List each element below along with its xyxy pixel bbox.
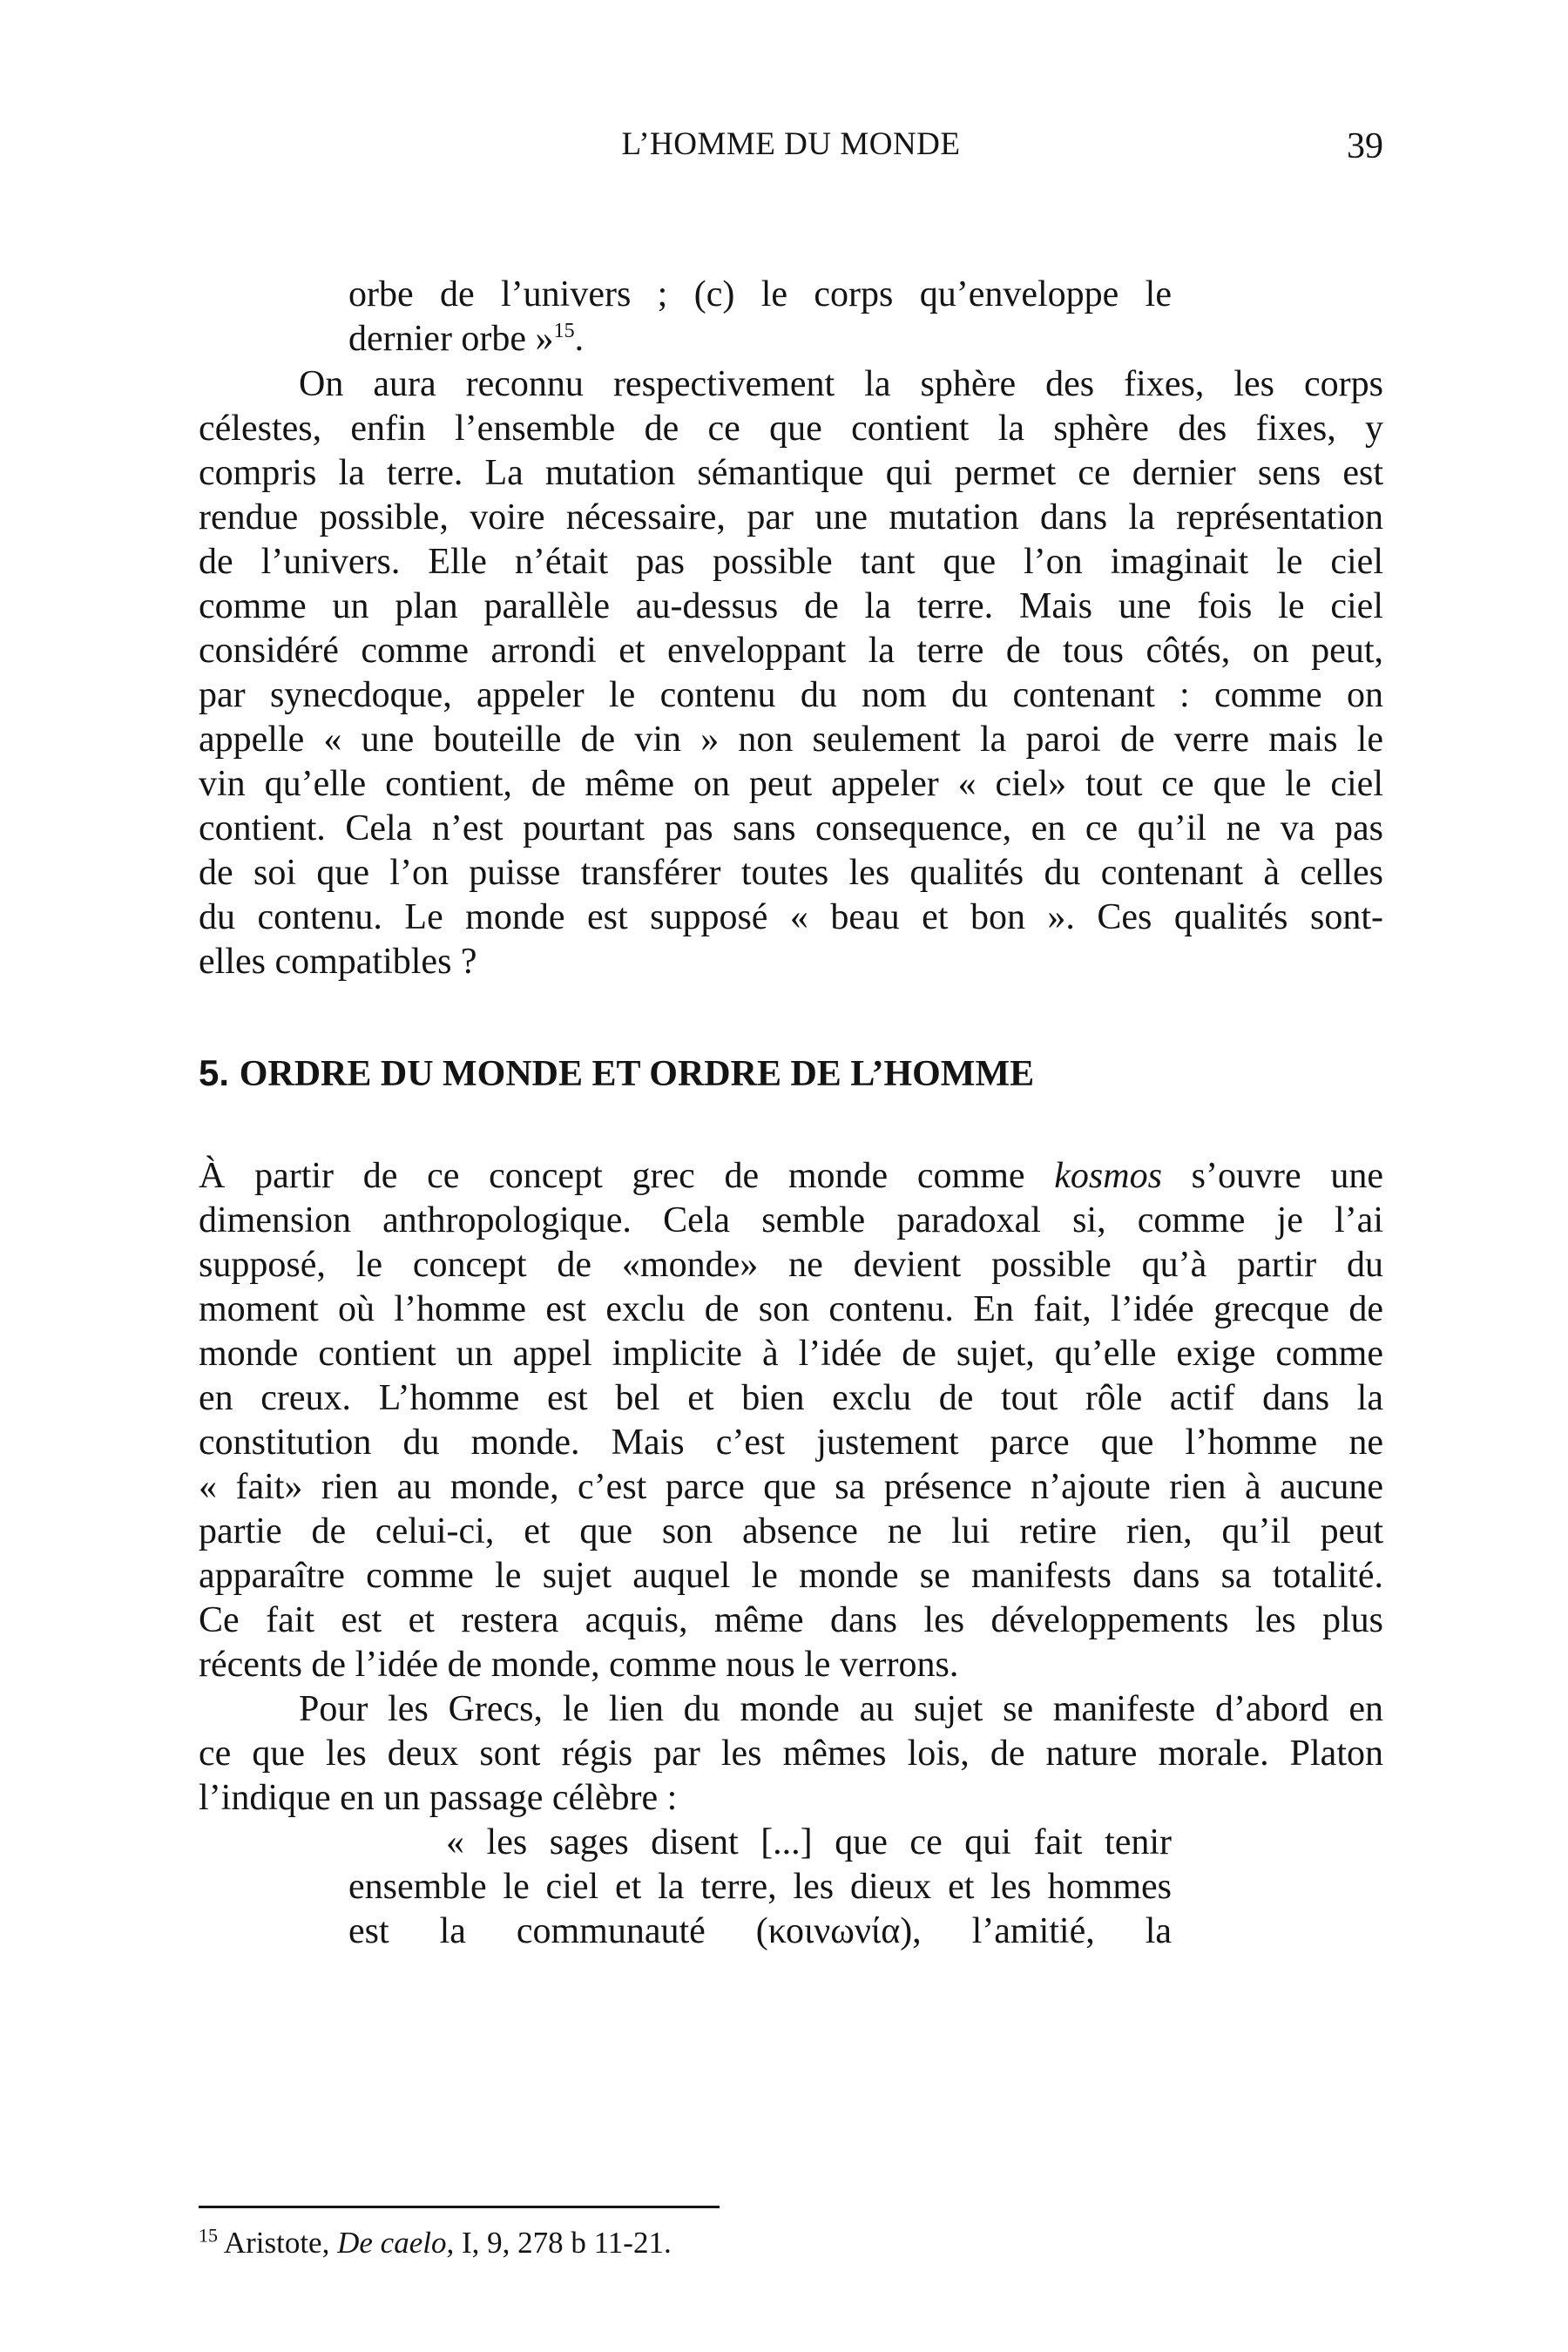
paragraph-1 xyxy=(199,362,1383,984)
footnote xyxy=(199,2226,672,2261)
text-line: l’indique en un passage célèbre : xyxy=(199,1778,678,1818)
footnote-number: 15 xyxy=(199,2224,218,2247)
text-line: On aura reconnu respectivement la sphère des fixes, les corps xyxy=(299,364,1383,404)
text-line: compris la terre. La mutation sémantique qui permet ce dernier sens est xyxy=(199,453,1383,493)
footnote-divider xyxy=(199,2206,720,2208)
text-line: vin qu’elle contient, de même on peut appeler « ciel» tout ce que le ciel xyxy=(199,764,1383,804)
running-head xyxy=(199,125,1383,169)
text-line: constitution du monde. Mais c’est justement parce que l’homme ne xyxy=(199,1423,1383,1463)
text-line: appelle « une bouteille de vin » non seulement la paroi de verre mais le xyxy=(199,720,1383,760)
section-title: ORDRE DU MONDE ET ORDRE DE L’HOMME xyxy=(239,1054,1035,1094)
text-line: comme un plan parallèle au-dessus de la terre. Mais une fois le ciel xyxy=(199,586,1383,626)
page-number: 39 xyxy=(1347,126,1383,166)
text-line: célestes, enfin l’ensemble de ce que contient la sphère des fixes, y xyxy=(199,409,1383,449)
text-line: ce que les deux sont régis par les mêmes lois, de nature morale. Platon xyxy=(199,1734,1383,1774)
running-title: L’HOMME DU MONDE xyxy=(621,126,961,162)
continued-quote-line xyxy=(348,317,1172,362)
text-line: moment où l’homme est exclu de son contenu. En fait, l’idée grecque de xyxy=(199,1289,1383,1329)
text-line: de l’univers. Elle n’était pas possible tant que l’on imaginait le ciel xyxy=(199,542,1383,582)
footnote-author: Aristote, xyxy=(223,2226,330,2260)
quote-line: est la communauté (κοινωνία), l’amitié, la xyxy=(348,1911,1172,1951)
text-line: Pour les Grecs, le lien du monde au sujet se manifeste d’abord en xyxy=(299,1689,1383,1729)
continued-quote-text: dernier orbe » xyxy=(348,319,554,359)
text-line: supposé, le concept de «monde» ne devient possible qu’à partir du xyxy=(199,1245,1383,1285)
text-fragment: À partir de ce concept grec de monde comme xyxy=(199,1156,1025,1196)
text-line: « fait» rien au monde, c’est parce que sa présence n’ajoute rien à aucune xyxy=(199,1467,1383,1507)
text-line: Ce fait est et restera acquis, même dans les développements les plus xyxy=(199,1600,1383,1640)
quote-line: ensemble le ciel et la terre, les dieux et les hommes xyxy=(348,1867,1172,1907)
section-number: 5. xyxy=(199,1052,230,1093)
continued-quote-line: orbe de l’univers ; (c) le corps qu’enveloppe le xyxy=(348,274,1172,314)
continued-quote-punct: . xyxy=(574,319,585,359)
text-line: en creux. L’homme est bel et bien exclu de tout rôle actif dans la xyxy=(199,1378,1383,1418)
text-line: apparaître comme le sujet auquel le monde se manifests dans sa totalité. xyxy=(199,1556,1383,1596)
quote-line: « les sages disent [...] que ce qui fait tenir xyxy=(446,1822,1172,1862)
block-quote xyxy=(348,1821,1172,1954)
text-line: du contenu. Le monde est supposé « beau et bon ». Ces qualités sont- xyxy=(199,897,1383,937)
text-line: dimension anthropologique. Cela semble paradoxal si, comme je l’ai xyxy=(199,1200,1383,1240)
text-line: récents de l’idée de monde, comme nous le verrons. xyxy=(199,1645,959,1685)
italic-term: kosmos xyxy=(1054,1156,1162,1196)
text-line: monde contient un appel implicite à l’idée de sujet, qu’elle exige comme xyxy=(199,1334,1383,1374)
footnote-reference-text: I, 9, 278 b 11-21. xyxy=(461,2226,672,2260)
footnote-reference[interactable]: 15 xyxy=(553,320,575,342)
text-line: contient. Cela n’est pourtant pas sans consequence, en ce qu’il ne va pas xyxy=(199,808,1383,848)
footnote-work: De caelo, xyxy=(337,2226,455,2260)
paragraph-3 xyxy=(199,1687,1383,1821)
text-line: partie de celui-ci, et que son absence ne lui retire rien, qu’il peut xyxy=(199,1511,1383,1551)
text-fragment: s’ouvre une xyxy=(1191,1156,1383,1196)
text-line: par synecdoque, appeler le contenu du nom du contenant : comme on xyxy=(199,675,1383,715)
paragraph-2 xyxy=(199,1154,1383,1687)
text-line: considéré comme arrondi et enveloppant la terre de tous côtés, on peut, xyxy=(199,631,1383,671)
text-line: de soi que l’on puisse transférer toutes les qualités du contenant à celles xyxy=(199,853,1383,893)
text-line xyxy=(199,1154,1383,1199)
text-line: elles compatibles ? xyxy=(199,942,477,982)
section-heading xyxy=(199,1052,1034,1095)
text-line: rendue possible, voire nécessaire, par une mutation dans la représentation xyxy=(199,497,1383,537)
continued-quote xyxy=(348,273,1172,362)
